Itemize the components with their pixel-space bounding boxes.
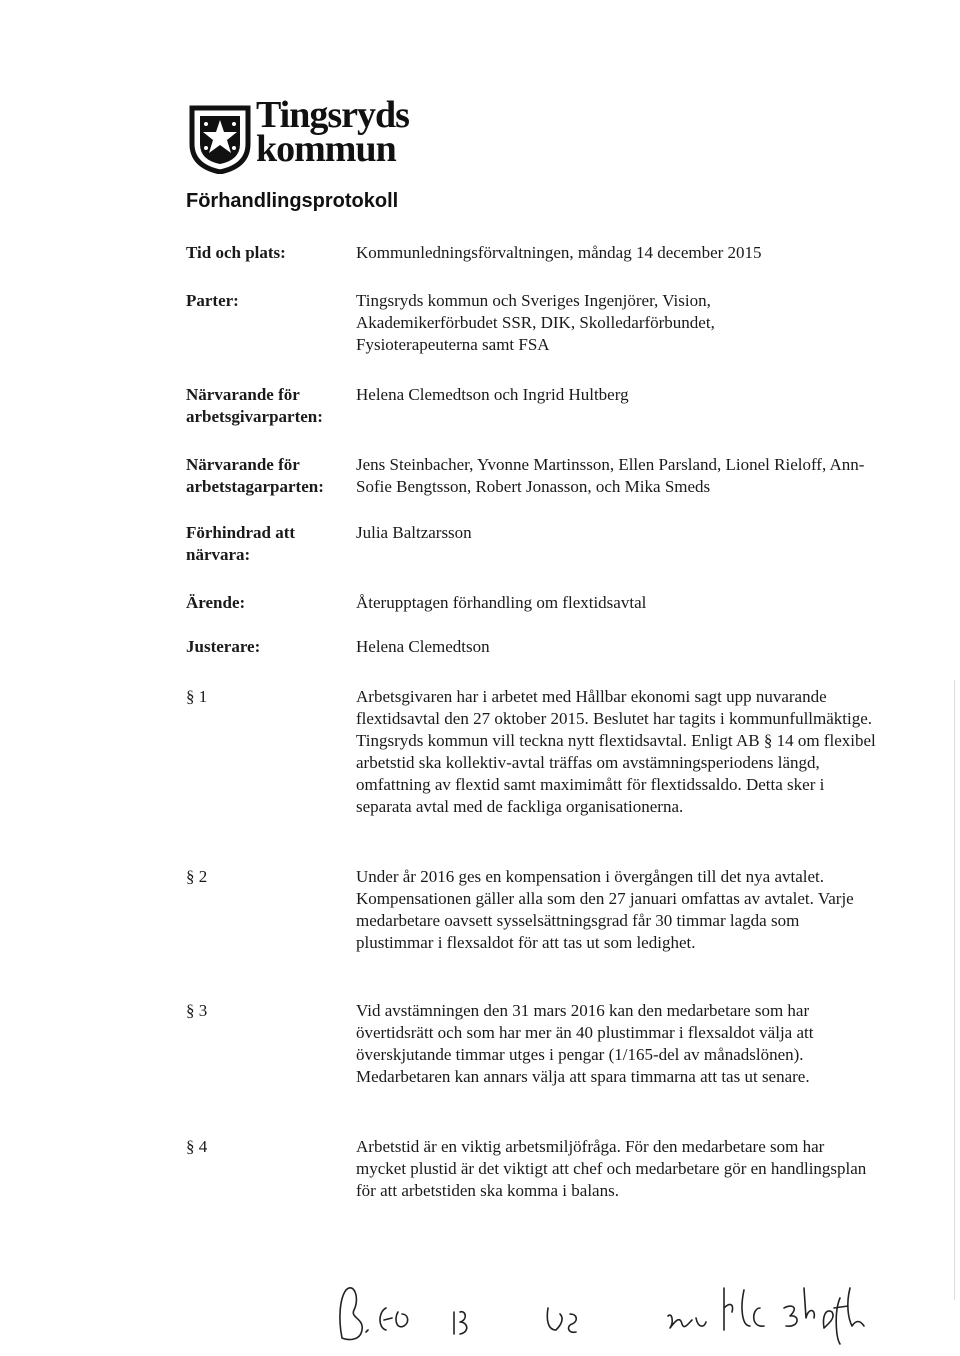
paragraph-text: Arbetstid är en viktig arbetsmiljöfråga. För den medarbetare som har mycket plustid är det viktigt att chef och medarbetare gör en handlingsplan för att arbetstiden ska komma i balans.	[356, 1137, 867, 1200]
field-value: Jens Steinbacher, Yvonne Martinsson, Ellen Parsland, Lionel Rieloff, Ann-Sofie Bengtsson, Robert Jonasson, och Mika Smeds	[356, 455, 865, 496]
paragraph-text: Arbetsgivaren har i arbetet med Hållbar ekonomi sagt upp nuvarande flextidsavtal den 27 oktober 2015. Beslutet har tagits i kommunfullmäktige. Tingsryds kommun vill teckna nytt flextidsavtal. Enligt AB § 14 om flexibel arbetstid ska kollektiv-avtal träffas om avstämningsperiodens längd, omfattning av flextid samt maximimått för flextidssaldo. Detta sker i separata avtal med de fackliga organisationerna.	[356, 687, 876, 816]
paragraph-number: § 4	[186, 1137, 208, 1156]
logo	[186, 94, 426, 174]
field-value: Återupptagen förhandling om flextidsavtal	[356, 593, 647, 612]
field-value: Julia Baltzarsson	[356, 523, 472, 542]
field-value: Helena Clemedtson och Ingrid Hultberg	[356, 385, 629, 404]
logo-wordmark	[256, 94, 409, 170]
document-title: Förhandlingsprotokoll	[186, 190, 399, 212]
paragraph-number: § 2	[186, 867, 208, 886]
scan-edge-line	[954, 680, 955, 1300]
handwritten-initials	[320, 1268, 920, 1348]
logo-line-1: Tingsryds	[256, 94, 409, 136]
paragraph-number: § 3	[186, 1001, 208, 1020]
coat-of-arms-icon	[188, 104, 252, 174]
field-label: Parter:	[186, 291, 239, 310]
field-label: Justerare:	[186, 637, 261, 656]
field-label: Tid och plats:	[186, 243, 286, 262]
field-value: Tingsryds kommun och Sveriges Ingenjörer, Vision, Akademikerförbudet SSR, DIK, Skolledarförbundet, Fysioterapeuterna samt FSA	[356, 291, 715, 354]
field-label: Ärende:	[186, 593, 246, 612]
field-label: Närvarande för arbetsgivarparten:	[186, 385, 323, 426]
field-value: Helena Clemedtson	[356, 637, 490, 656]
field-value: Kommunledningsförvaltningen, måndag 14 december 2015	[356, 243, 762, 262]
paragraph-text: Under år 2016 ges en kompensation i övergången till det nya avtalet. Kompensationen gäller alla som den 27 januari omfattas av avtalet. Varje medarbetare oavsett sysselsättningsgrad får 30 timmar lagda som plustimmar i flexsaldot för att tas ut som ledighet.	[356, 867, 854, 952]
paragraph-number: § 1	[186, 687, 208, 706]
field-label: Förhindrad att närvara:	[186, 523, 296, 564]
logo-line-2: kommun	[256, 128, 396, 170]
paragraph-text: Vid avstämningen den 31 mars 2016 kan den medarbetare som har övertidsrätt och som har mer än 40 plustimmar i flexsaldot välja att överskjutande timmar utges i pengar (1/165-del av månadslönen). Medarbetaren kan annars välja att spara timmarna att tas ut senare.	[356, 1001, 814, 1086]
field-label: Närvarande för arbetstagarparten:	[186, 455, 324, 496]
